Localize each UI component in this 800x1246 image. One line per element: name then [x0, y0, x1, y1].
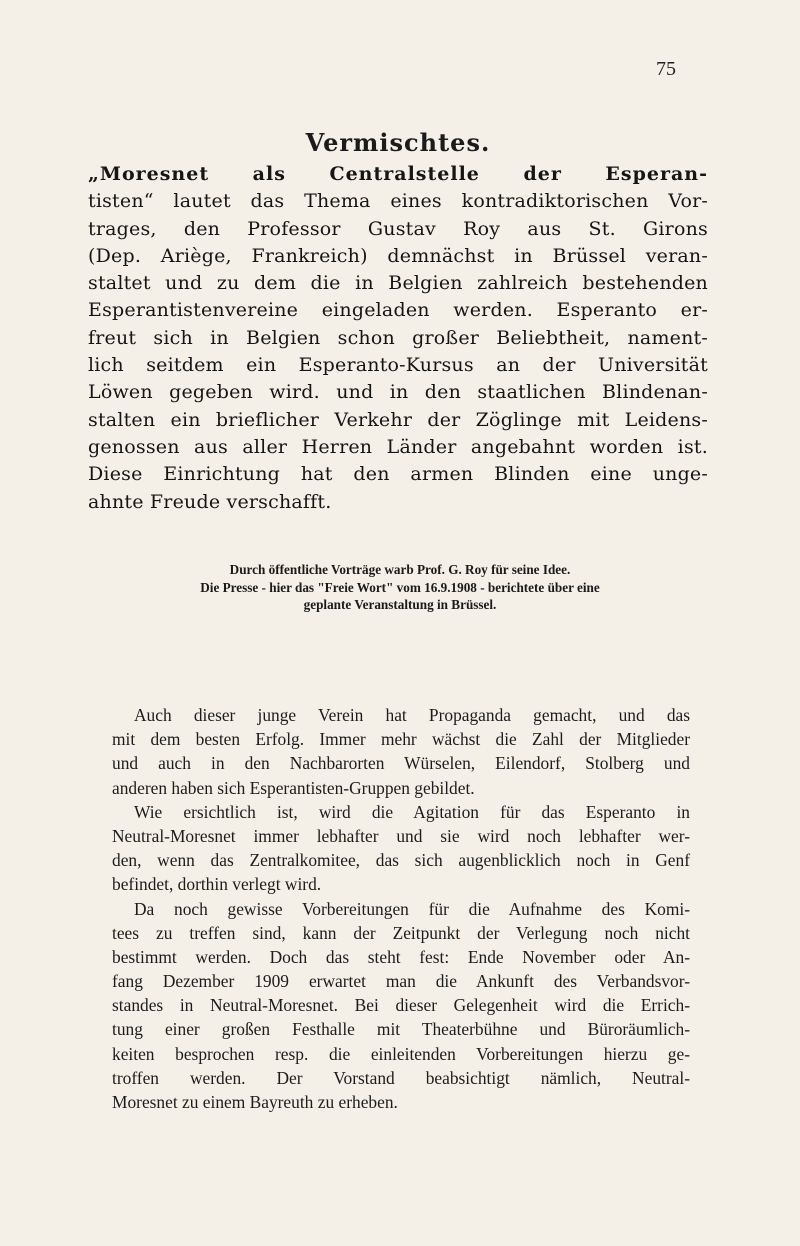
body-line: anderen haben sich Esperantisten-Gruppen gebildet.	[112, 777, 475, 798]
clipping-line: freut sich in Belgien schon großer Beliebtheit, nament-	[88, 326, 708, 349]
clipping-line: Diese Einrichtung hat den armen Blinden eine unge-	[88, 463, 708, 486]
clipping-line: Löwen gegeben wird. und in den staatlichen Blindenan-	[88, 381, 708, 404]
body-line: Moresnet zu einem Bayreuth zu erheben.	[112, 1092, 398, 1112]
caption-line: Die Presse - hier das "Freie Wort" vom 16.9.1908 - berichtete über eine	[200, 579, 600, 595]
body-line: Neutral-Moresnet immer lebhafter und sie wird noch lebhafter wer-	[112, 825, 690, 846]
body-line: tung einer großen Festhalle mit Theaterbühne und Büroräumlich-	[112, 1019, 690, 1040]
clipping-line: Esperantistenvereine eingeladen werden. Esperanto er-	[88, 299, 708, 322]
clipping-heading: Vermischtes.	[305, 128, 491, 157]
body-line: Da noch gewisse Vorbereitungen für die Aufnahme des Komi-	[134, 898, 690, 919]
body-line: bestimmt werden. Doch das steht fest: Ende November oder An-	[112, 946, 690, 967]
body-line: tees zu treffen sind, kann der Zeitpunkt der Verlegung noch nicht	[112, 922, 690, 943]
image-caption	[140, 561, 660, 614]
clipping-line: genossen aus aller Herren Länder angebahnt worden ist.	[88, 435, 708, 458]
body-line: und auch in den Nachbarorten Würselen, Eilendorf, Stolberg und	[112, 753, 690, 774]
clipping-line: trages, den Professor Gustav Roy aus St. Girons	[88, 217, 708, 240]
body-line: standes in Neutral-Moresnet. Bei dieser Gelegenheit wird die Errich-	[112, 995, 690, 1016]
page-number: 75	[656, 58, 676, 80]
caption-line: geplante Veranstaltung in Brüssel.	[303, 597, 497, 612]
body-line: befindet, dorthin verlegt wird.	[112, 874, 322, 895]
body-line: den, wenn das Zentralkomitee, das sich augenblicklich noch in Genf	[112, 850, 690, 871]
caption-line: Durch öffentliche Vorträge warb Prof. G. Roy für seine Idee.	[229, 562, 571, 577]
clipping-line: (Dep. Ariège, Frankreich) demnächst in Brüssel veran-	[88, 244, 708, 267]
clipping-line: tisten“ lautet das Thema eines kontradiktorischen Vor-	[88, 190, 708, 213]
body-line: fang Dezember 1909 erwartet man die Ankunft des Verbandsvor-	[112, 971, 690, 992]
body-line: troffen werden. Der Vorstand beabsichtigt nämlich, Neutral-	[112, 1067, 690, 1088]
clipping-line: ahnte Freude verschafft.	[88, 490, 332, 513]
body-line: mit dem besten Erfolg. Immer mehr wächst die Zahl der Mitglieder	[112, 729, 690, 750]
newspaper-clipping	[88, 126, 708, 516]
clipping-line: „Moresnet als Centralstelle der Esperan-	[88, 163, 708, 185]
body-line: keiten besprochen resp. die einleitenden Vorbereitungen hierzu ge-	[112, 1043, 690, 1064]
clipping-line: staltet und zu dem die in Belgien zahlreich bestehenden	[88, 272, 708, 295]
clipping-line: lich seitdem ein Esperanto-Kursus an der Universität	[88, 354, 708, 377]
body-line: Wie ersichtlich ist, wird die Agitation für das Esperanto in	[134, 801, 690, 822]
clipping-line: stalten ein brieflicher Verkehr der Zöglinge mit Leidens-	[88, 408, 708, 431]
body-text	[112, 703, 690, 1114]
body-line: Auch dieser junge Verein hat Propaganda gemacht, und das	[134, 705, 690, 725]
